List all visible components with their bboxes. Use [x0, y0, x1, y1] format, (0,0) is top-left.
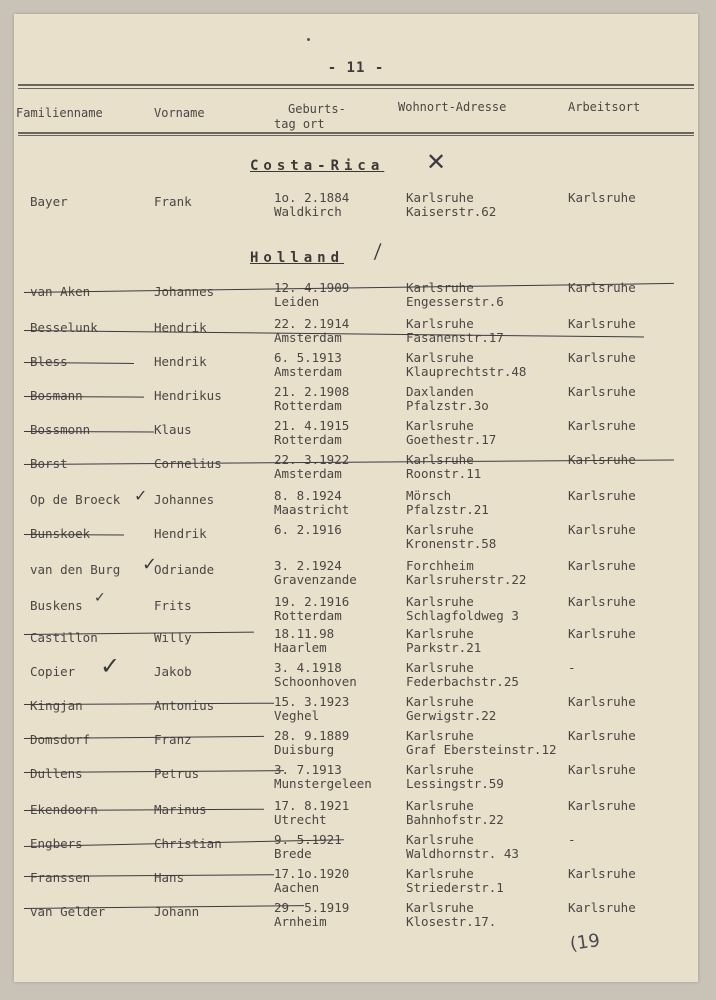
cell-arbeitsort: Karlsruhe [568, 558, 636, 573]
cell-familienname: Bossmonn [30, 422, 91, 437]
cell-wohnort-stadt: Karlsruhe [406, 832, 474, 847]
cell-vorname: Johann [154, 904, 200, 919]
cell-wohnort-strasse: Lessingstr.59 [406, 776, 504, 791]
table-row [14, 190, 698, 226]
cell-wohnort-stadt: Forchheim [406, 558, 474, 573]
table-row [14, 554, 698, 594]
cell-wohnort-stadt: Karlsruhe [406, 900, 474, 915]
cell-arbeitsort: Karlsruhe [568, 488, 636, 503]
table-row [14, 832, 698, 868]
table-row [14, 350, 698, 386]
header-rule-bottom [18, 132, 694, 134]
header-familienname: Familienname [16, 106, 103, 120]
cell-vorname: Johannes [154, 284, 215, 299]
cell-geburtsdatum: 6. 2.1916 [274, 522, 342, 537]
cell-familienname: Dullens [30, 766, 83, 781]
cell-vorname: Odriande [154, 562, 215, 577]
cell-geburtsdatum: 9. 5.1921 [274, 832, 342, 847]
cell-geburtsort: Waldkirch [274, 204, 342, 219]
cell-wohnort-stadt: Karlsruhe [406, 626, 474, 641]
strike-through-line [24, 703, 274, 705]
cell-wohnort-stadt: Karlsruhe [406, 316, 474, 331]
cell-geburtsort: Gravenzande [274, 572, 357, 587]
cell-wohnort-stadt: Mörsch [406, 488, 452, 503]
cell-geburtsdatum: 19. 2.1916 [274, 594, 350, 609]
section-holland: Holland [250, 250, 345, 266]
cell-arbeitsort: Karlsruhe [568, 452, 636, 467]
cell-arbeitsort: - [568, 660, 576, 675]
cell-geburtsdatum: 29. 5.1919 [274, 900, 350, 915]
cell-wohnort-strasse: Goethestr.17 [406, 432, 497, 447]
cell-wohnort-stadt: Karlsruhe [406, 452, 474, 467]
cell-geburtsort: Amsterdam [274, 466, 342, 481]
header-vorname: Vorname [154, 106, 205, 120]
cell-familienname: Kingjan [30, 698, 83, 713]
cell-wohnort-strasse: Karlsruherstr.22 [406, 572, 527, 587]
cell-geburtsort: Veghel [274, 708, 320, 723]
cell-arbeitsort: Karlsruhe [568, 316, 636, 331]
cell-familienname: Op de Broeck [30, 492, 121, 507]
check-mark-icon: ✓ [100, 652, 121, 680]
cell-wohnort-strasse: Federbachstr.25 [406, 674, 519, 689]
cell-wohnort-strasse: Striederstr.1 [406, 880, 504, 895]
cell-vorname: Franz [154, 732, 192, 747]
cell-wohnort-strasse: Graf Eberst​einstr.12 [406, 742, 557, 757]
cell-wohnort-stadt: Daxlanden [406, 384, 474, 399]
cell-arbeitsort: Karlsruhe [568, 522, 636, 537]
cell-familienname: Bosmann [30, 388, 83, 403]
cell-vorname: Klaus [154, 422, 192, 437]
table-row [14, 762, 698, 798]
cell-vorname: Willy [154, 630, 192, 645]
cell-arbeitsort: Karlsruhe [568, 762, 636, 777]
cell-arbeitsort: Karlsruhe [568, 280, 636, 295]
cell-wohnort-stadt: Karlsruhe [406, 762, 474, 777]
cell-familienname: Bayer [30, 194, 68, 209]
strike-through-line [24, 809, 264, 811]
cell-geburtsort: Brede [274, 846, 312, 861]
cell-familienname: van den Burg [30, 562, 121, 577]
cell-wohnort-strasse: Gerwigstr.22 [406, 708, 497, 723]
cell-geburtsort: Leiden [274, 294, 320, 309]
header-rule-bottom-thin [18, 135, 694, 136]
cell-vorname: Hendrikus [154, 388, 222, 403]
cell-wohnort-stadt: Karlsruhe [406, 280, 474, 295]
cell-geburtsdatum: 17.1o.1920 [274, 866, 350, 881]
cell-geburtsdatum: 21. 4.1915 [274, 418, 350, 433]
table-row [14, 652, 698, 696]
cell-wohnort-strasse: Kaiserstr.62 [406, 204, 497, 219]
cell-geburtsort: Maastricht [274, 502, 350, 517]
check-mark-icon: ✓ [142, 554, 158, 575]
cell-wohnort-strasse: Fasanenstr.17 [406, 330, 504, 345]
cell-familienname: Ekendoorn [30, 802, 98, 817]
cell-wohnort-stadt: Karlsruhe [406, 190, 474, 205]
table-row [14, 384, 698, 420]
cell-arbeitsort: Karlsruhe [568, 694, 636, 709]
check-mark-icon: ✓ [134, 486, 148, 505]
cell-geburtsdatum: 15. 3.1923 [274, 694, 350, 709]
cell-wohnort-strasse: Bahnhofstr.22 [406, 812, 504, 827]
cell-geburtsort: Haarlem [274, 640, 327, 655]
cell-wohnort-stadt: Karlsruhe [406, 866, 474, 881]
table-row [14, 694, 698, 730]
cell-vorname: Christian [154, 836, 222, 851]
cell-geburtsdatum: 1o. 2.1884 [274, 190, 350, 205]
cell-geburtsort: Amsterdam [274, 330, 342, 345]
cell-geburtsdatum: 17. 8.1921 [274, 798, 350, 813]
table-row [14, 418, 698, 454]
cell-familienname: Bunskoek [30, 526, 91, 541]
cell-vorname: Petrus [154, 766, 200, 781]
cell-vorname: Cornelius [154, 456, 222, 471]
pencil-page-note: (19 [568, 930, 602, 955]
cell-vorname: Frank [154, 194, 192, 209]
header-wohnort: Wohnort-Adresse [398, 100, 507, 114]
cell-wohnort-stadt: Karlsruhe [406, 350, 474, 365]
cell-arbeitsort: Karlsruhe [568, 866, 636, 881]
cross-mark: ✕ [426, 148, 447, 176]
cell-geburtsdatum: 3. 2.1924 [274, 558, 342, 573]
table-row [14, 280, 698, 316]
cell-geburtsdatum: 12. 4.1909 [274, 280, 350, 295]
cell-geburtsdatum: 3. 4.1918 [274, 660, 342, 675]
cell-geburtsort: Amsterdam [274, 364, 342, 379]
cell-geburtsort: Duisburg [274, 742, 335, 757]
table-row [14, 728, 698, 764]
cell-vorname: Frits [154, 598, 192, 613]
cell-wohnort-strasse: Kronenstr.58 [406, 536, 497, 551]
cell-wohnort-strasse: Pfalzstr.21 [406, 502, 489, 517]
cell-vorname: Johannes [154, 492, 215, 507]
cell-geburtsdatum: 8. 8.1924 [274, 488, 342, 503]
header-geburts [274, 102, 346, 132]
cell-wohnort-strasse: Schlagfoldweg 3 [406, 608, 519, 623]
cell-wohnort-stadt: Karlsruhe [406, 694, 474, 709]
cell-geburtsort: Munstergeleen [274, 776, 372, 791]
cell-wohnort-strasse: Parkstr.21 [406, 640, 482, 655]
cell-vorname: Marinus [154, 802, 207, 817]
cell-familienname: van Gelder [30, 904, 106, 919]
header-geburts-line1: Geburts- [288, 102, 346, 116]
table-row [14, 798, 698, 834]
cell-geburtsort: Schoonhoven [274, 674, 357, 689]
cell-wohnort-strasse: Roonstr.11 [406, 466, 482, 481]
cell-wohnort-stadt: Karlsruhe [406, 798, 474, 813]
cell-arbeitsort: Karlsruhe [568, 418, 636, 433]
cell-vorname: Hans [154, 870, 185, 885]
cell-vorname: Hendrik [154, 320, 207, 335]
cell-wohnort-strasse: Engesserstr.6 [406, 294, 504, 309]
cell-arbeitsort: Karlsruhe [568, 728, 636, 743]
cell-familienname: Domsdorf [30, 732, 91, 747]
header-rule-top-thin [18, 88, 694, 89]
cell-familienname: Engbers [30, 836, 83, 851]
cell-geburtsort: Aachen [274, 880, 320, 895]
cell-familienname: Besselunk [30, 320, 98, 335]
header-arbeitsort: Arbeitsort [568, 100, 641, 114]
cell-geburtsort: Utrecht [274, 812, 327, 827]
check-mark-icon: ✓ [94, 590, 106, 606]
cell-wohnort-stadt: Karlsruhe [406, 522, 474, 537]
cell-arbeitsort: Karlsruhe [568, 594, 636, 609]
cell-wohnort-strasse: Klosestr.17. [406, 914, 497, 929]
cell-wohnort-strasse: Waldhornstr. 43 [406, 846, 519, 861]
cell-arbeitsort: Karlsruhe [568, 626, 636, 641]
table-row [14, 866, 698, 902]
header-geburts-line2: tag ort [274, 117, 325, 131]
cell-arbeitsort: Karlsruhe [568, 384, 636, 399]
cell-wohnort-stadt: Karlsruhe [406, 594, 474, 609]
cell-geburtsdatum: 3. 7.1913 [274, 762, 342, 777]
cell-geburtsort: Rotterdam [274, 432, 342, 447]
cell-familienname: Buskens [30, 598, 83, 613]
pencil-tick-mark: ⁄ [373, 239, 382, 265]
cell-wohnort-stadt: Karlsruhe [406, 660, 474, 675]
header-rule-top [18, 84, 694, 86]
table-row [14, 522, 698, 558]
cell-geburtsort: Rotterdam [274, 608, 342, 623]
punch-dot [307, 38, 310, 41]
cell-wohnort-strasse: Klauprechtstr.48 [406, 364, 527, 379]
cell-arbeitsort: Karlsruhe [568, 900, 636, 915]
page-number: - 11 - [327, 60, 385, 76]
document-page [14, 14, 698, 982]
cell-geburtsdatum: 28. 9.1889 [274, 728, 350, 743]
cell-arbeitsort: Karlsruhe [568, 798, 636, 813]
table-row [14, 488, 698, 524]
section-costa-rica: Costa-Rica [250, 158, 385, 174]
table-row [14, 316, 698, 352]
cell-familienname: Borst [30, 456, 68, 471]
cell-geburtsdatum: 22. 3.1922 [274, 452, 350, 467]
cell-geburtsdatum: 22. 2.1914 [274, 316, 350, 331]
cell-arbeitsort: Karlsruhe [568, 350, 636, 365]
cell-geburtsdatum: 6. 5.1913 [274, 350, 342, 365]
cell-geburtsdatum: 21. 2.1908 [274, 384, 350, 399]
cell-vorname: Hendrik [154, 526, 207, 541]
cell-vorname: Jakob [154, 664, 192, 679]
cell-wohnort-strasse: Pfalzstr.3o [406, 398, 489, 413]
cell-familienname: van Aken [30, 284, 91, 299]
cell-familienname: Copier [30, 664, 76, 679]
cell-geburtsdatum: 18.11.98 [274, 626, 335, 641]
cell-familienname: Franssen [30, 870, 91, 885]
cell-geburtsort: Rotterdam [274, 398, 342, 413]
cell-wohnort-stadt: Karlsruhe [406, 418, 474, 433]
table-row [14, 590, 698, 630]
table-row [14, 452, 698, 488]
cell-arbeitsort: - [568, 832, 576, 847]
cell-wohnort-stadt: Karlsruhe [406, 728, 474, 743]
cell-vorname: Hendrik [154, 354, 207, 369]
cell-vorname: Antonius [154, 698, 215, 713]
cell-arbeitsort: Karlsruhe [568, 190, 636, 205]
cell-geburtsort: Arnheim [274, 914, 327, 929]
cell-familienname: Castillon [30, 630, 98, 645]
cell-familienname: Bless [30, 354, 68, 369]
